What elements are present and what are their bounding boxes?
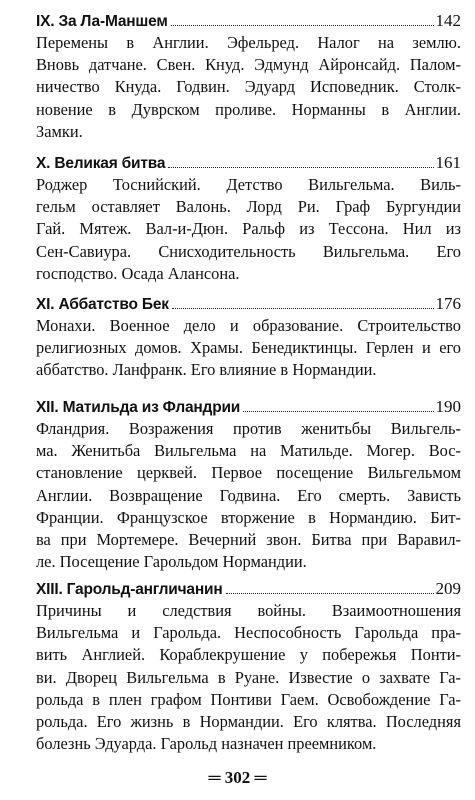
summary-line: Замки. [36, 121, 83, 141]
summary-line: Сен-Савиура. Снисходительность Вильгельма. Его [36, 241, 461, 261]
summary-line: ва при Мортемере. Вечерний звон. Битва при Варавил- [36, 530, 461, 550]
toc-entry-heading [36, 578, 461, 600]
summary-line: Монахи. Военное дело и образование. Строительство [36, 316, 461, 335]
toc-entry-chapter-9 [36, 10, 461, 143]
page-number-footer: ═ 302 ═ [208, 768, 267, 787]
summary-line: аббатство. Ланфранк. Его влияние в Нормандии. [36, 360, 377, 380]
chapter-title: XII. Матильда из Фландрии [36, 399, 241, 416]
summary-line: гельм оставляет Валонь. Лорд Ри. Граф Бургундии [36, 197, 461, 217]
toc-entry-heading [36, 396, 461, 418]
chapter-title: XIII. Гарольд-англичанин [36, 581, 223, 598]
summary-line: Вновь датчане. Свен. Кнуд. Эдмунд Айронсайд. Палом- [36, 55, 461, 75]
summary-line: становление церквей. Первое посещение Вильгельмом [36, 463, 461, 483]
toc-entry-heading [36, 10, 461, 32]
chapter-title: IX. За Ла-Маншем [36, 13, 168, 30]
toc-entry-chapter-10 [36, 152, 461, 285]
summary-line: вить Англией. Кораблекрушение у побережья Понти- [36, 645, 461, 665]
chapter-page-number: 209 [435, 579, 461, 598]
chapter-page-number: 161 [435, 153, 461, 172]
summary-line: Франции. Французское вторжение в Нормандию. Бит- [36, 507, 461, 527]
summary-line: ничество Кнуда. Годвин. Эдуард Исповедник. Столк- [36, 77, 461, 97]
dot-leader [172, 307, 434, 309]
dot-leader [226, 592, 434, 594]
chapter-summary [36, 418, 461, 573]
toc-entry-heading [36, 152, 461, 174]
dot-leader [171, 24, 434, 26]
summary-line: рольда. Его жизнь в Нормандии. Его клятва. Последняя [36, 712, 461, 732]
summary-line: ле. Посещение Гарольдом Нормандии. [36, 552, 307, 572]
summary-line: болезнь Эдуарда. Гарольд назначен преемником. [36, 734, 377, 754]
summary-line: Перемены в Англии. Эфельред. Налог на землю. [36, 33, 461, 52]
summary-line: ма. Женитьба Вильгельма на Матильде. Могер. Вос- [36, 441, 461, 461]
summary-line: Причины и следствия войны. Взаимоотношения [36, 601, 461, 620]
summary-line: новение в Дуврском проливе. Норманны в Англии. [36, 99, 461, 119]
summary-line: Гай. Мятеж. Вал-и-Дюн. Ральф из Тессона. Нил из [36, 219, 461, 239]
chapter-title: XI. Аббатство Бек [36, 296, 169, 313]
summary-line: Вильгельма и Гарольда. Неспособность Гарольда пра- [36, 623, 461, 643]
summary-line: ви. Дворец Вильгельма в Руане. Известие о захвате Га- [36, 667, 461, 687]
summary-line: Фландрия. Возражения против женитьбы Вильгель- [36, 419, 461, 438]
chapter-summary [36, 32, 461, 143]
chapter-summary [36, 315, 461, 382]
summary-line: рольда в плен графом Понтиви Гаем. Освобождение Га- [36, 689, 461, 709]
chapter-page-number: 142 [435, 11, 461, 30]
dot-leader [243, 410, 433, 412]
chapter-page-number: 176 [435, 294, 461, 313]
chapter-summary [36, 600, 461, 755]
dot-leader [168, 166, 433, 168]
chapter-page-number: 190 [435, 397, 461, 416]
toc-entry-heading [36, 293, 461, 315]
summary-line: религиозных домов. Храмы. Бенедиктинцы. Герлен и его [36, 338, 461, 358]
chapter-summary [36, 174, 461, 285]
toc-entry-chapter-12 [36, 396, 461, 573]
chapter-title: X. Великая битва [36, 155, 166, 172]
summary-line: Англии. Возвращение Годвина. Его смерть. Зависть [36, 485, 461, 505]
summary-line: Роджер Тоснийский. Детство Вильгельма. Виль- [36, 175, 461, 194]
toc-entry-chapter-11 [36, 293, 461, 382]
toc-entry-chapter-13 [36, 578, 461, 755]
summary-line: господство. Осада Алансона. [36, 263, 240, 283]
